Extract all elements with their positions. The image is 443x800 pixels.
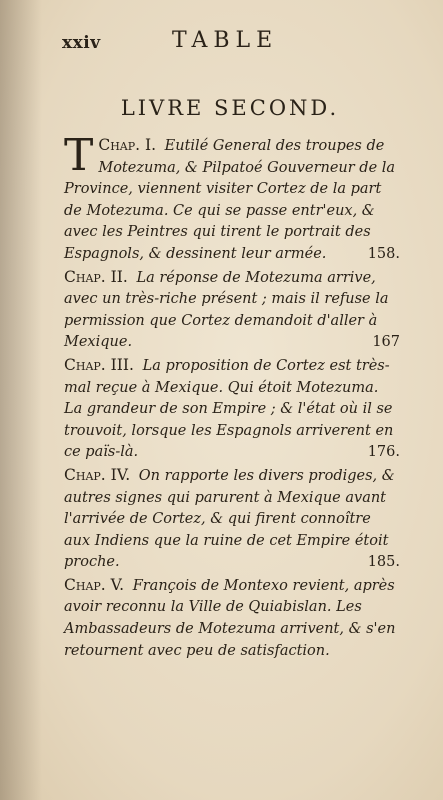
chapter-summary: François de Montexo revient, après avoir reconnu la Ville de Quiabislan. Les Ambassadeurs de Motezuma arrivent, & s'en retournent avec peu de satisfaction. bbox=[64, 577, 396, 659]
running-title: TABLE bbox=[172, 28, 279, 53]
toc-entry-chap-4 bbox=[64, 465, 400, 574]
drop-cap: T bbox=[64, 130, 94, 181]
chapter-summary: On rapporte les divers prodiges, & autres signes qui parurent à Mexique avant l'arrivée de Cortez, & qui firent connoître aux Indiens que la ruine de cet Empire étoit proche. bbox=[64, 467, 395, 571]
chapter-label: Chap. V. bbox=[64, 575, 125, 594]
toc-entry-chap-1 bbox=[64, 130, 400, 266]
book-title: LIVRE SECOND. bbox=[120, 96, 340, 120]
toc-entry-chap-2 bbox=[64, 267, 400, 354]
page-reference: 167 bbox=[372, 334, 400, 351]
page-folio: xxiv bbox=[62, 33, 101, 53]
page-reference: 185. bbox=[367, 554, 400, 571]
running-head bbox=[62, 28, 402, 58]
chapter-label: Chap. I. bbox=[98, 136, 157, 154]
chapter-label: Chap. III. bbox=[64, 355, 134, 374]
page-reference: 176. bbox=[367, 444, 400, 461]
chapter-summary: La proposition de Cortez est très-mal reçue à Mexique. Qui étoit Motezuma. La grandeur de son Empire ; & l'état où il se trouvoit, lorsque les Espagnols arriverent en ce païs-là. bbox=[64, 357, 394, 461]
chapter-summary: La réponse de Motezuma arrive, avec un très-riche présent ; mais il refuse la permission que Cortez demandoit d'aller à Mexique. bbox=[64, 269, 389, 351]
chapter-summary: Eutilé General des troupes de Motezuma, & Pilpatoé Gouverneur de la Province, viennent visiter Cortez de la part de Motezuma. Ce qui se passe entr'eux, & avec les Peintres qui tirent le portrait des Espagnols, & dessinent leur armée. bbox=[64, 138, 396, 262]
toc-entry-chap-5 bbox=[64, 575, 400, 662]
table-of-contents bbox=[64, 130, 400, 659]
toc-entry-chap-3 bbox=[64, 355, 400, 464]
chapter-label: Chap. IV. bbox=[64, 465, 131, 484]
page-reference: 158. bbox=[367, 245, 400, 262]
chapter-label: Chap. II. bbox=[64, 267, 128, 286]
spine-shadow bbox=[0, 0, 42, 800]
